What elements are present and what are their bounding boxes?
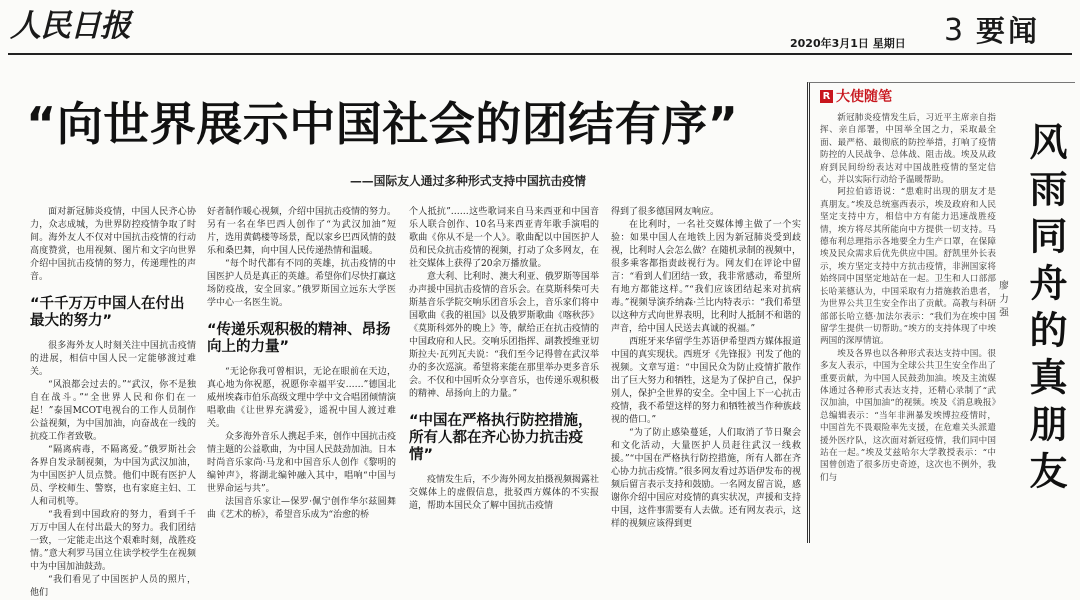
body-paragraph: 西班牙来华留学生苏语伊希望西方媒体报道中国的真实现状。西班牙《先锋报》刊发了他的视频。文章写道：“中国民众为防止疫情扩散作出了巨大努力和牺牲，这是为了保护自己，保护别人，保护全世界的安全。全中国上下一心抗击疫情，我不希望这样的努力和牺牲被当作种族歧视的借口。” xyxy=(611,337,801,425)
article-column-2 xyxy=(207,206,396,537)
page-number: 3 xyxy=(944,13,964,48)
article-column-1 xyxy=(30,206,196,598)
issue-date: 2020年3月1日 星期日 xyxy=(790,37,906,50)
body-paragraph: 得到了很多德国网友响应。 xyxy=(611,207,720,217)
headline-container xyxy=(26,96,804,156)
body-paragraph: 疫情发生后，不少海外网友拍摄视频揭露社交媒体上的虚假信息，批驳西方媒体的不实报道，帮助本国民众了解中国抗击疫情 xyxy=(409,475,599,511)
sidebar-body xyxy=(820,112,996,537)
body-paragraph: 个人抵抗”……这些歌词来自马来西亚和中国音乐人联合创作、10名马来西亚青年歌手演唱的歌曲《你从不是一个人》。歌曲配以中国医护人员和民众抗击疫情的视频，打动了众多网友，在社交媒体上获得了20余万播放量。 xyxy=(409,207,599,269)
body-paragraph: 面对新冠肺炎疫情，中国人民齐心协力，众志成城，为世界防控疫情争取了时间。海外友人不仅对中国抗击疫情的行动高度赞赏，也用视频、图片和文字向世界介绍中国抗击疫情的努力，传递理性的声音。 xyxy=(30,207,196,282)
body-paragraph: 好者制作暖心视频，介绍中国抗击疫情的努力。另有一名在华巴西人创作了“为武汉加油”短片，选用黄鹤楼等场景，配以家乡巴西风情的鼓乐和桑巴舞，向中国人民传递热情和温暖。 xyxy=(207,207,397,256)
body-paragraph: “无论你我可曾相识，无论在眼前在天边，真心地为你祝愿，祝愿你幸福平安……”德国北威州埃森市伯乐高级文理中学中文合唱团倾情演唱歌曲《让世界充满爱》，遥祝中国人渡过难关。 xyxy=(207,367,397,429)
sidebar-paragraph: 阿拉伯谚语说：“患难时出现的朋友才是真朋友。”埃及总统塞西表示，埃及政府和人民坚定支持中方，相信中方有能力迅速战胜疫情，埃方将尽其所能向中方提供一切支持。马德布利总理指示各地要全力生产口罩，在保障埃及民众需求后优先供应中国。舒凯里外长表示，埃方坚定支持中方抗击疫情，非洲国家将始终同中国坚定地站在一起。卫生和人口部部长哈莱德认为，中国采取有力措施救治患者，为世界公共卫生安全作出了贡献。高教与科研部部长哈立德·加法尔表示：“我们为在埃中国留学生提供一切帮助。”埃方的支持体现了中埃两国的深厚情谊。 xyxy=(820,187,996,347)
article-column-4 xyxy=(611,206,801,537)
sidebar-paragraph: 埃及各界也以各种形式表达支持中国。很多友人表示，中国为全球公共卫生安全作出了重要贡献，为中国人民鼓劲加油。埃及主流媒体通过各种形式表达支持，还精心录制了“武汉加油，中国加油”的视频。埃及《消息晚报》总编辑表示：“当年非洲暴发埃博拉疫情时，中国首先不畏艰险率先支援，在危难关头派遣援外医疗队，这次面对新冠疫情，我们同中国站在一起。”埃及艾兹哈尔大学教授表示：“中国曾创造了很多历史奇迹，这次也不例外，我们与 xyxy=(820,348,996,483)
body-paragraph: “为了防止感染蔓延，人们取消了节日聚会和文化活动，大量医护人员赶往武汉一线救援。”“中国在严格执行防控措施，所有人都在齐心协力抗击疫情。”很多网友看过苏语伊发布的视频后留言表示支持和鼓励。一名网友留言说，感谢你介绍中国应对疫情的真实状况，声援和支持中国，这件事需要有人去做。还有网友表示，这样的视频应该得到更 xyxy=(611,428,801,529)
body-paragraph: 众多海外音乐人携起手来，创作中国抗击疫情主题的公益歌曲，为中国人民鼓劲加油。日本时尚音乐家尚·马龙和中国音乐人创作《黎明的编钟声》，将湖北编钟融入其中，唱响“中国与世界命运与共”。 xyxy=(207,432,397,494)
column-badge-icon: R xyxy=(820,90,833,103)
body-paragraph: 很多海外友人时刻关注中国抗击疫情的进展，相信中国人民一定能够渡过难关。 xyxy=(30,341,196,377)
sidebar-column-name: 大使随笔 xyxy=(836,89,892,105)
article-subheadline: ——国际友人通过多种形式支持中国抗击疫情 xyxy=(350,174,586,188)
body-paragraph: 法国音乐家让—保罗·佩宁创作华尔兹圆舞曲《艺术的桥》，希望音乐成为“治愈的桥 xyxy=(207,497,396,520)
section-subheading: “传递乐观积极的精神、昂扬向上的力量” xyxy=(207,322,391,355)
body-paragraph: 在比利时，一名社交媒体博主做了一个实验：如果中国人在地铁上因为新冠肺炎受到歧视，比利时人会怎么做？在随机录制的视频中，很多乘客都指责歧视行为。网友们在评论中留言：“看到人们团结一致，我非常感动，希望所有地方都能这样。”“我们应该团结起来对抗病毒。”视频导演乔纳森·兰比内特表示：“我们希望以这种方式向世界表明，比利时人抵制不和谐的声音，给中国人民送去真诚的祝福。” xyxy=(611,220,801,334)
section-name: 要闻 xyxy=(976,14,1041,48)
body-paragraph: “每个时代都有不同的英雄，抗击疫情的中国医护人员是真正的英雄。希望你们尽快打赢这场防疫战，安全回家。”俄罗斯国立远东大学医学中心一名医生说。 xyxy=(207,259,397,308)
masthead-divider xyxy=(8,53,1072,55)
body-paragraph: “风浪都会过去的。”“武汉，你不是独自在战斗。”“全世界人民和你们在一起！”泰国MCOT电视台的工作人员制作公益视频，为中国加油，向奋战在一线的抗疫工作者致敬。 xyxy=(30,380,196,442)
section-subheading: “千千万万中国人在付出最大的努力” xyxy=(30,296,185,329)
body-paragraph: “我们看见了中国医护人员的照片，他们 xyxy=(30,575,196,598)
body-paragraph: “隔离病毒，不隔离爱。”俄罗斯社会各界自发录制视频，为中国为武汉加油，为中国医护人员点赞。他们中既有医护人员、学校师生、警察，也有家庭主妇、工人和司机等。 xyxy=(30,445,196,507)
article-column-3 xyxy=(409,206,599,537)
body-paragraph: “我看到中国政府的努力，看到千千万万中国人在付出最大的努力。我们团结一致，一定能走出这个艰难时刻，战胜疫情。”意大利罗马国立住读学校学生在视频中为中国加油鼓劲。 xyxy=(30,510,196,572)
sidebar-column-header xyxy=(820,87,892,105)
article-headline: “向世界展示中国社会的团结有序” xyxy=(26,97,739,151)
sidebar-paragraph: 新冠肺炎疫情发生后，习近平主席亲自指挥、亲自部署，中国举全国之力，采取最全面、最严格、最彻底的防控举措，打响了疫情防控的人民战争、总体战、阻击战。埃及从政府到民间纷纷表达对中国战胜疫情的坚定信心，并以实际行动给予温暖帮助。 xyxy=(820,113,996,186)
section-subheading: “中国在严格执行防控措施，所有人都在齐心协力抗击疫情” xyxy=(409,413,593,463)
sidebar-author: 廖力强 xyxy=(997,280,1008,321)
body-paragraph: 意大利、比利时、澳大利亚、俄罗斯等国举办声援中国抗击疫情的音乐会。在莫斯科柴可夫斯基音乐学院交响乐团音乐会上，音乐家们将中国歌曲《我的祖国》以及俄罗斯歌曲《喀秋莎》《莫斯科郊外的晚上》等，献给正在抗击疫情的中国政府和人民。交响乐团指挥、副教授维亚切斯拉夫·瓦列瓦夫说：“我们至今记得曾在武汉举办的多次巡演。希望将来能在那里举办更多音乐会。不仅和中国听众分享音乐，也传递乐观积极的精神、昂扬向上的力量。” xyxy=(409,272,599,399)
sidebar-title: 风雨同舟的真朋友 xyxy=(1023,122,1067,498)
newspaper-logo: 人民日报 xyxy=(10,8,130,44)
